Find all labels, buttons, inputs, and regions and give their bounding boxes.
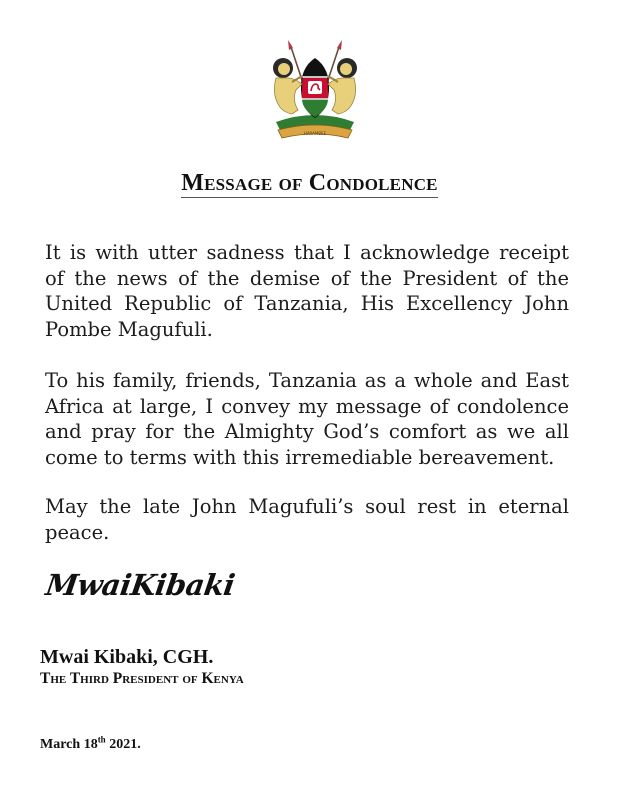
document-title: [0, 170, 619, 197]
date-day: [83, 734, 106, 752]
date-year: 2021.: [109, 737, 141, 752]
letter-date: [40, 734, 141, 753]
date-day-suffix: th: [97, 734, 106, 745]
date-month: March: [40, 737, 81, 752]
document-title-text: Message of Condolence: [181, 170, 438, 196]
handwritten-signature: MwaiKibaki: [43, 568, 237, 602]
kenya-coat-of-arms-icon: [262, 38, 368, 144]
body-paragraph-2: To his family, friends, Tanzania as a whole and East Africa at large, I convey my message of condolence and pray for the Almighty God’s comfort as we all come to terms with this irremediable bereavement.: [45, 369, 569, 469]
svg-text:HARAMBEE: HARAMBEE: [303, 131, 327, 136]
signer-title: The Third President of Kenya: [40, 670, 244, 687]
body-paragraph-3: May the late John Magufuli’s soul rest in eternal peace.: [45, 495, 569, 544]
signer-name: Mwai Kibaki, CGH.: [40, 646, 214, 668]
body-paragraph-1: It is with utter sadness that I acknowledge receipt of the news of the demise of the President of the United Republic of Tanzania, His Excellency John Pombe Magufuli.: [45, 241, 569, 341]
date-day-number: 18: [83, 737, 98, 752]
